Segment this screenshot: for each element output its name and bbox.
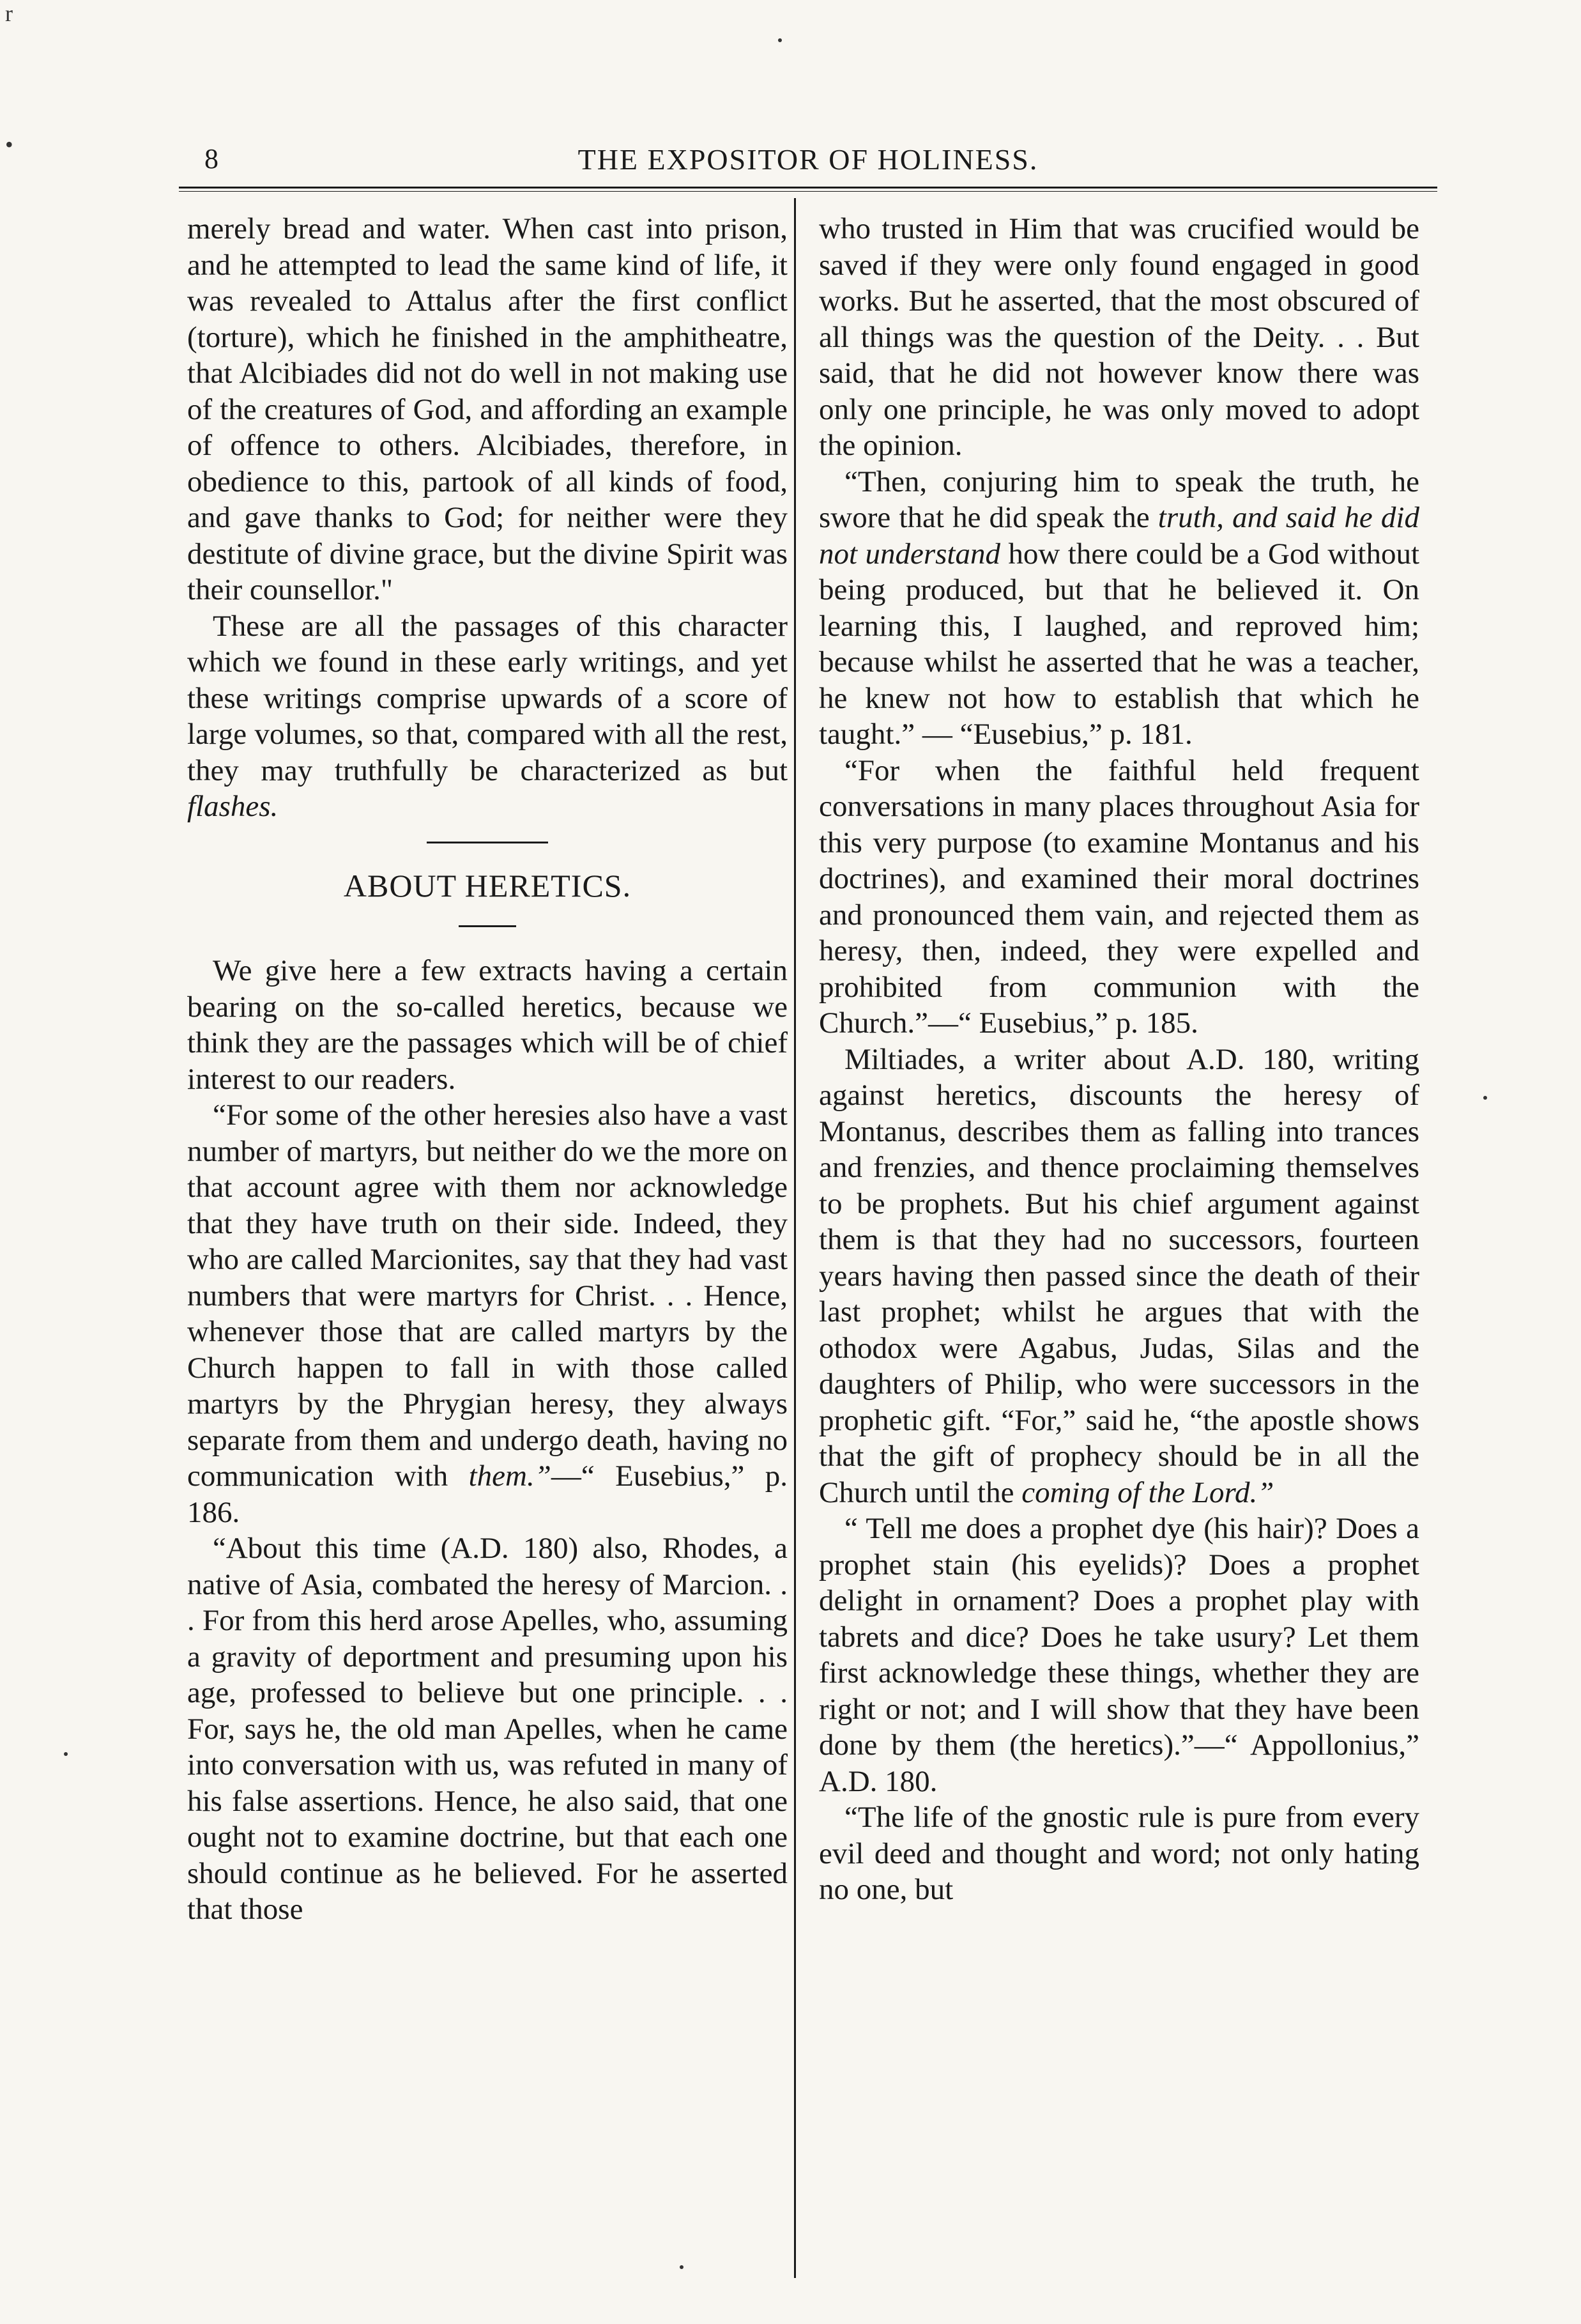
paragraph: Miltiades, a writer about A.D. 180, writing against heretics, discounts the heresy of Montanus, describes them as falling into trances and frenzies, and thence proclaiming themselves to be prophets. But his chief argument against them is that they had no successors, fourteen years having then passed since the death of their last prophet; whilst he argues that with the othodox were Agabus, Judas, Silas and the daughters of Philip, who were successors in the prophetic gift. “For,” said he, “the apostle shows that the gift of prophecy should be in all the Church until the coming of the Lord.” xyxy=(819,1042,1419,1509)
paragraph: These are all the passages of this character which we found in these early writings, and yet these writings comprise upwards of a score of large volumes, so that, compared with all the rest, they may truthfully be characterized as but flashes. xyxy=(187,609,788,823)
emphasis: truth, and said he did not understand xyxy=(819,501,1419,571)
paragraph: “For some of the other heresies also have a vast number of martyrs, but neither do we the more on that account agree with them nor acknowledge that they have truth on their side. Indeed, they who are called Marcionites, say that they had vast numbers that were martyrs for Christ. . . Hence, whenever those that are called martyrs by the Church happen to fall in with those called martyrs by the Phrygian heresy, they always separate from them and undergo death, having no communication with them.”—“ Eusebius,” p. 186. xyxy=(187,1098,788,1529)
print-speck xyxy=(680,2265,684,2269)
paragraph: “Then, conjuring him to speak the truth, he swore that he did speak the truth, and said he did not understand how there could be a God without being produced, but that he believed it. On learning this, I laughed, and reproved him; because whilst he asserted that he was a teacher, he knew not how to establish that which he taught.” — “Eusebius,” p. 181. xyxy=(819,465,1419,751)
paragraph: “The life of the gnostic rule is pure from every evil deed and thought and word; not only hating no one, but xyxy=(819,1801,1419,1906)
paragraph: We give here a few extracts having a certain bearing on the so-called heretics, because we think they are the passages which will be of chief interest to our readers. xyxy=(187,954,788,1096)
right-column xyxy=(819,211,1419,2265)
header-rule xyxy=(179,187,1437,192)
emphasis: flashes. xyxy=(187,790,279,823)
emphasis: coming of the Lord.” xyxy=(1021,1475,1274,1509)
paragraph: who trusted in Him that was crucified would be saved if they were only found engaged in good works. But he asserted, that the most obscured of all things was the question of the Deity. . . But said, that he did not however know there was only one principle, he was only moved to adopt the opinion. xyxy=(819,212,1419,462)
paragraph: “About this time (A.D. 180) also, Rhodes, a native of Asia, combated the heresy of Marcion. . . For from this herd arose Apelles, who, assuming a gravity of deportment and presuming upon his age, professed to believe but one principle. . . For, says he, the old man Apelles, when he came into conversation with us, was refuted in many of his false assertions. Hence, he also said, that one ought not to examine doctrine, but that each one should continue as he believed. For he asserted that those xyxy=(187,1532,788,1926)
left-column xyxy=(187,211,788,2265)
emphasis: them.” xyxy=(468,1459,551,1493)
section-title: ABOUT HERETICS. xyxy=(343,867,632,904)
title-underline xyxy=(459,925,516,927)
print-speck xyxy=(778,38,782,42)
print-speck xyxy=(1483,1096,1487,1100)
paragraph: merely bread and water. When cast into prison, and he attempted to lead the same kind of life, it was revealed to Attalus after the first conflict (torture), which he finished in the amphitheatre, that Alcibiades did not do well in not making use of the creatures of God, and affording an example of offence to others. Alcibiades, therefore, in obedience to this, partook of all kinds of food, and gave thanks to God; for neither were they destitute of divine grace, but the divine Spirit was their counsellor." xyxy=(187,212,788,606)
margin-mark: r xyxy=(5,1,13,26)
paragraph: “ Tell me does a prophet dye (his hair)? Does a prophet stain (his eyelids)? Does a prophet delight in ornament? Does a prophet play with tabrets and dice? Does he take usury? Let them first acknowledge these things, whether they are right or not; and I will show that they have been done by them (the heretics).”—“ Appollonius,” A.D. 180. xyxy=(819,1512,1419,1798)
paragraph: “For when the faithful held frequent conversations in many places throughout Asia for this very purpose (to examine Montanus and his doctrines), and examined their moral doctrines and pronounced them vain, and rejected them as heresy, then, indeed, they were expelled and prohibited from communion with the Church.”—“ Eusebius,” p. 185. xyxy=(819,753,1419,1040)
page-header xyxy=(179,137,1437,182)
column-divider xyxy=(794,198,796,2278)
page-number: 8 xyxy=(204,143,218,174)
print-speck xyxy=(64,1752,68,1756)
running-title: THE EXPOSITOR OF HOLINESS. xyxy=(577,143,1039,176)
margin-bullet: • xyxy=(5,132,13,157)
section-divider xyxy=(427,842,548,843)
